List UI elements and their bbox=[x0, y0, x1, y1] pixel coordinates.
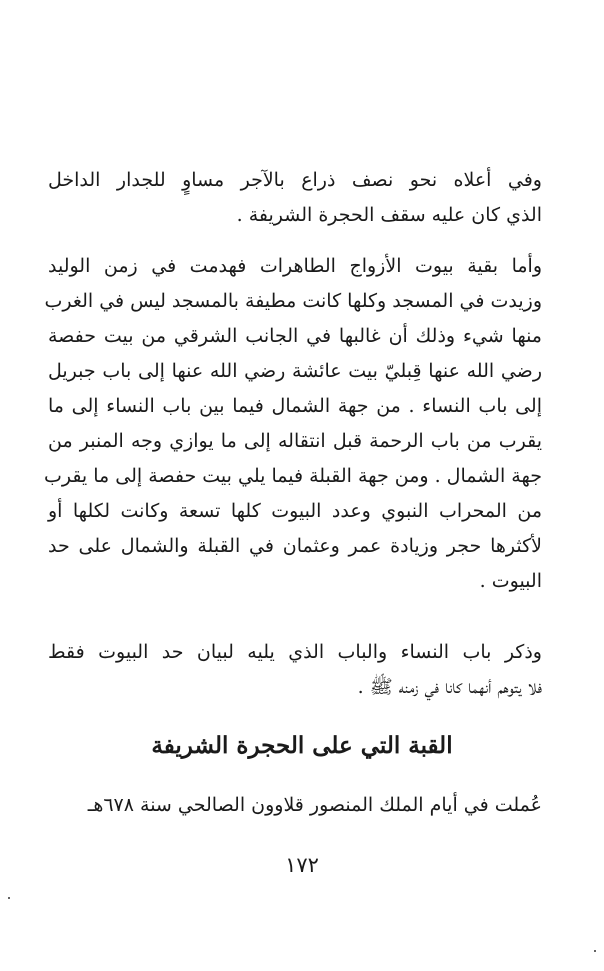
scan-speck bbox=[8, 897, 10, 899]
text-line: الذي كان عليه سقف الحجرة الشريفة . bbox=[236, 204, 542, 226]
text-line: جهة الشمال . ومن جهة القبلة فيما يلي بيت حفصة إلى ما يقرب bbox=[43, 465, 542, 487]
text-line: عُملت في أيام الملك المنصور قلاوون الصالحي سنة ٦٧٨هـ bbox=[87, 794, 542, 816]
text-line: وأما بقية بيوت الأزواج الطاهرات فهدمت في زمن الوليد bbox=[48, 255, 542, 277]
text-line: إلى باب النساء . من جهة الشمال فيما بين باب النساء إلى ما bbox=[48, 395, 542, 417]
text-line: البيوت . bbox=[479, 570, 542, 592]
page-number: ١٧٢ bbox=[285, 853, 319, 877]
text-line: رضي الله عنها قِبليّ بيت عائشة رضي الله عنها إلى باب جبريل bbox=[48, 360, 542, 382]
text-line: وفي أعلاه نحو نصف ذراع بالآجر مساوٍ للجدار الداخل bbox=[48, 169, 542, 191]
text-line: منها شيء وذلك أن غالبها في الجانب الشرقي من بيت حفصة bbox=[48, 325, 542, 347]
text-line: من المحراب النبوي وعدد البيوت كلها تسعة وكانت لكلها أو bbox=[48, 500, 542, 522]
section-heading: القبة التي على الحجرة الشريفة bbox=[151, 732, 453, 759]
text-line: لأكثرها حجر وزيادة عمر وعثمان في القبلة والشمال على حد bbox=[48, 535, 542, 557]
text-line: يقرب من باب الرحمة قبل انتقاله إلى ما يوازي وجه المنبر من bbox=[48, 430, 542, 452]
text-line: وذكر باب النساء والباب الذي يليه لبيان حد البيوت فقط bbox=[48, 641, 542, 663]
scan-speck bbox=[594, 950, 596, 952]
text-line: وزيدت في المسجد وكلها كانت مطيفة بالمسجد ليس في الغرب bbox=[44, 290, 542, 312]
text-line: فلا يتوهم أنهما كانا في زمنه ﷺ . bbox=[357, 676, 542, 698]
